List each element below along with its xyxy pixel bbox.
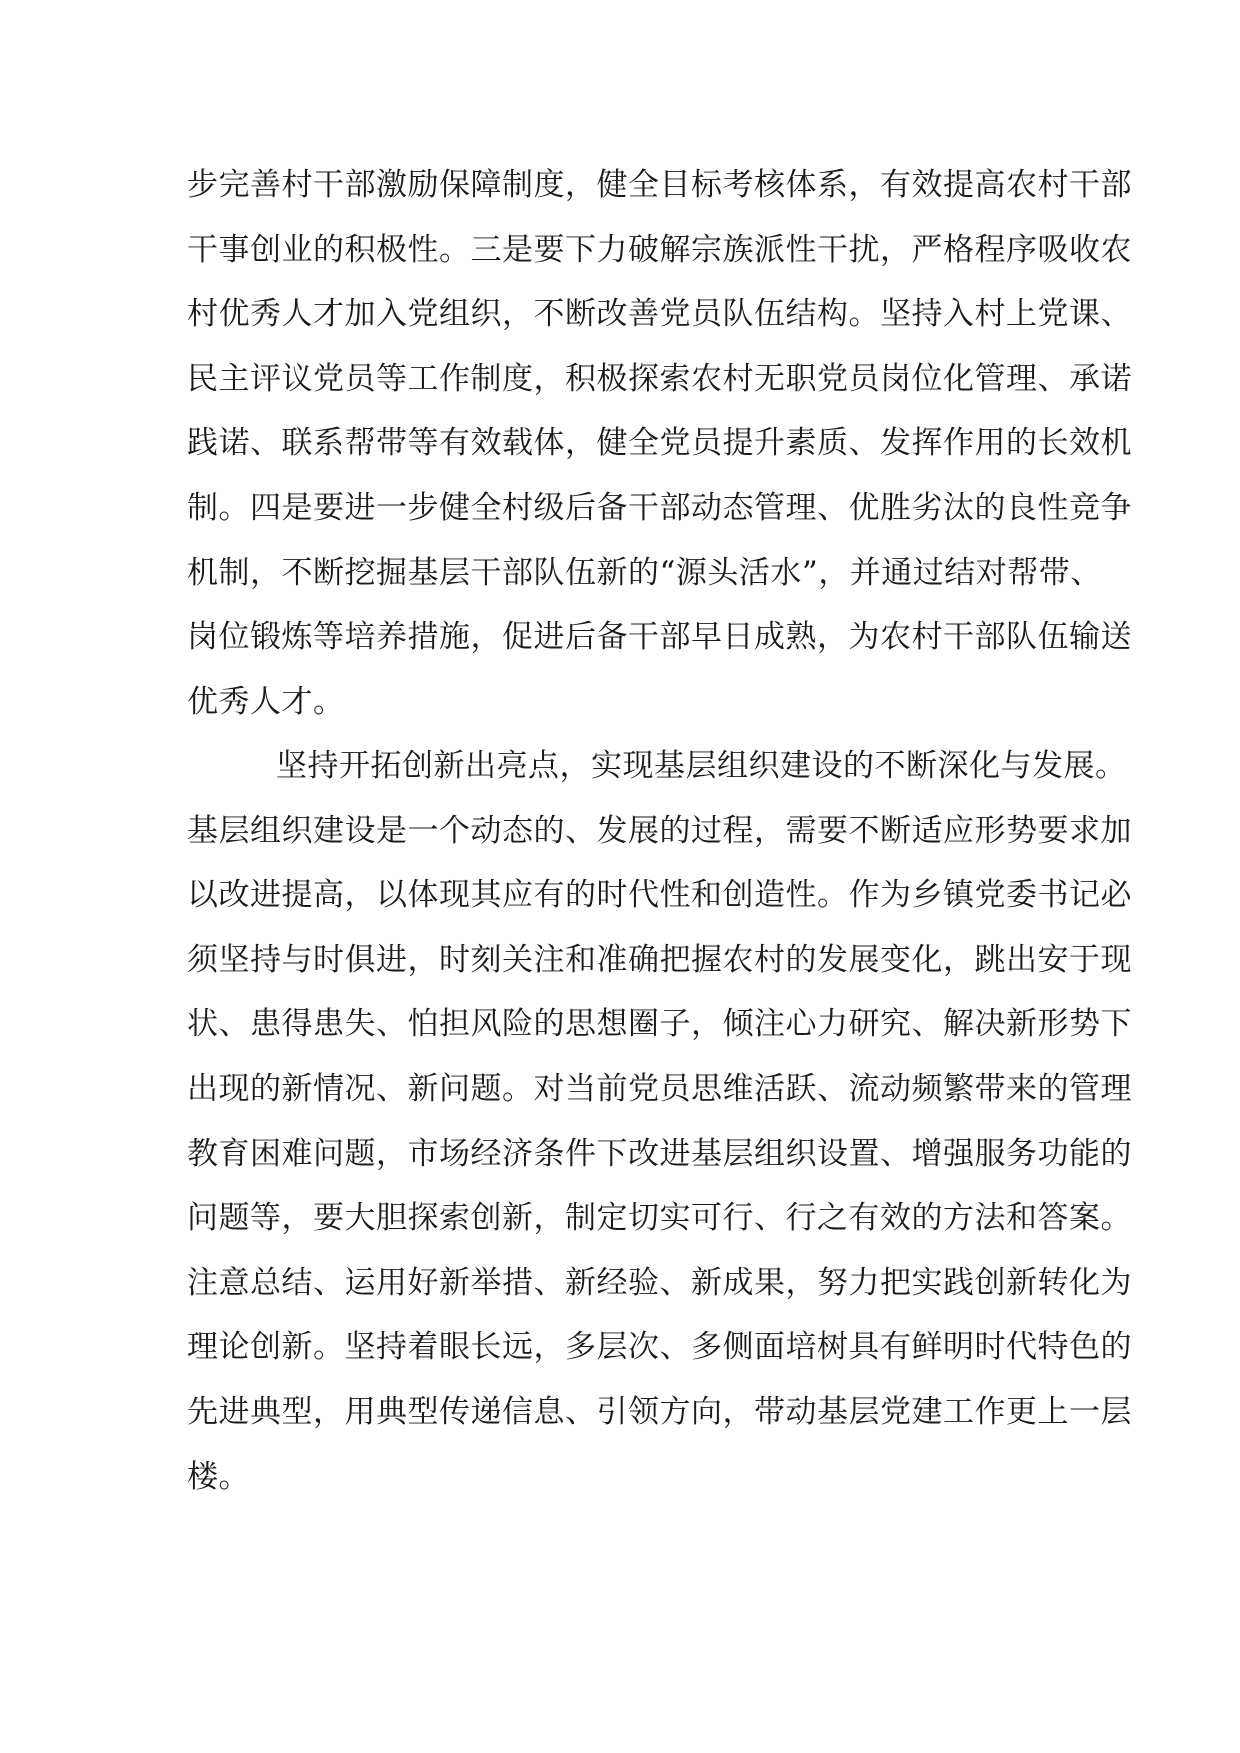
text-line: 岗位锻炼等培养措施，促进后备干部早日成熟，为农村干部队伍输送 bbox=[187, 619, 1132, 656]
text-line: 步完善村干部激励保障制度，健全目标考核体系，有效提高农村干部 bbox=[187, 167, 1132, 203]
text-line: 须坚持与时俱进，时刻关注和准确把握农村的发展变化，跳出安于现 bbox=[187, 941, 1132, 978]
text-line-indented: 坚持开拓创新出亮点，实现基层组织建设的不断深化与发展。 bbox=[276, 748, 1127, 784]
text-line: 干事创业的积极性。三是要下力破解宗族派性干扰，严格程序吸收农 bbox=[187, 231, 1132, 268]
text-line: 民主评议党员等工作制度，积极探索农村无职党员岗位化管理、承诺 bbox=[187, 360, 1132, 397]
text-line: 状、患得患失、怕担风险的思想圈子，倾注心力研究、解决新形势下 bbox=[187, 1006, 1132, 1043]
text-line: 基层组织建设是一个动态的、发展的过程，需要不断适应形势要求加 bbox=[187, 812, 1132, 849]
text-line: 问题等，要大胆探索创新，制定切实可行、行之有效的方法和答案。 bbox=[187, 1200, 1132, 1237]
text-line: 以改进提高，以体现其应有的时代性和创造性。作为乡镇党委书记必 bbox=[187, 877, 1132, 914]
text-line: 出现的新情况、新问题。对当前党员思维活跃、流动频繁带来的管理 bbox=[187, 1070, 1132, 1107]
text-line: 优秀人才。 bbox=[187, 683, 345, 720]
text-line: 楼。 bbox=[187, 1458, 250, 1495]
text-line: 教育困难问题，市场经济条件下改进基层组织设置、增强服务功能的 bbox=[187, 1135, 1132, 1172]
text-line: 注意总结、运用好新举措、新经验、新成果，努力把实践创新转化为 bbox=[187, 1264, 1132, 1301]
paragraph-1 bbox=[187, 153, 1132, 734]
text-line: 先进典型，用典型传递信息、引领方向，带动基层党建工作更上一层 bbox=[187, 1393, 1132, 1430]
paragraph-2 bbox=[187, 734, 1132, 1509]
text-line: 村优秀人才加入党组织，不断改善党员队伍结构。坚持入村上党课、 bbox=[187, 296, 1132, 333]
text-line: 制。四是要进一步健全村级后备干部动态管理、优胜劣汰的良性竞争 bbox=[187, 489, 1132, 526]
text-line: 理论创新。坚持着眼长远，多层次、多侧面培树具有鲜明时代特色的 bbox=[187, 1329, 1132, 1366]
text-line: 机制，不断挖掘基层干部队伍新的“源头活水”，并通过结对帮带、 bbox=[187, 554, 1102, 591]
text-line: 践诺、联系帮带等有效载体，健全党员提升素质、发挥作用的长效机 bbox=[187, 425, 1132, 462]
